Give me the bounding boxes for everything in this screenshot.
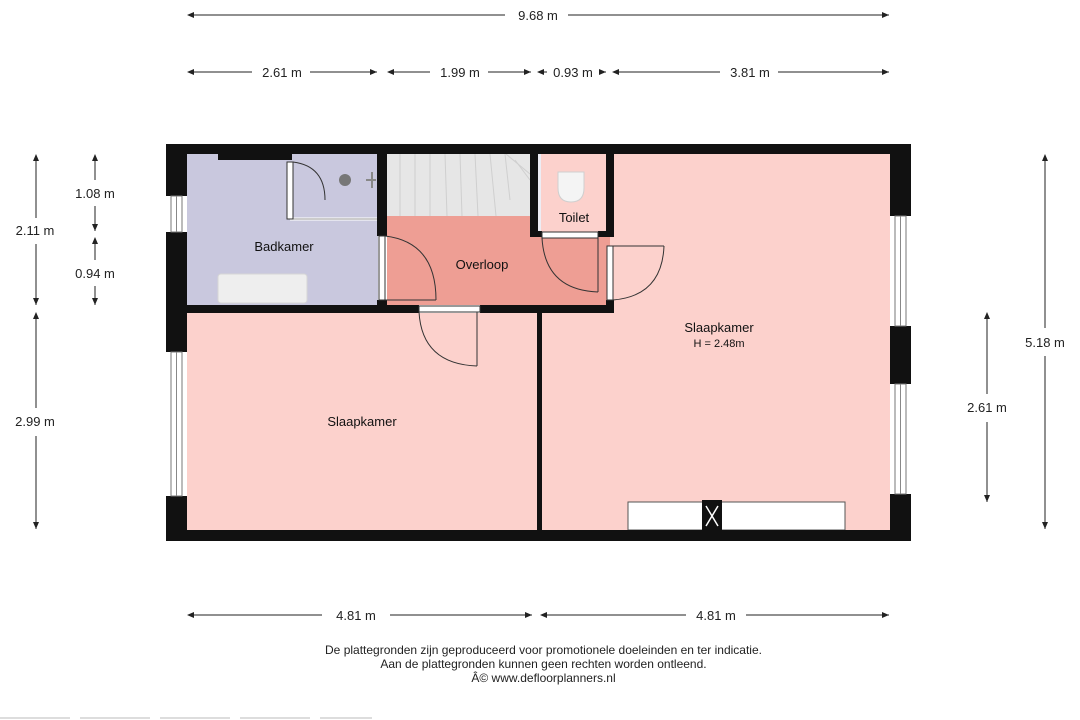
room-height-label: H = 2.48m	[693, 338, 745, 350]
room-label-overloop: Overloop	[455, 257, 509, 272]
toilet-bowl-icon	[558, 172, 584, 202]
room-label-slaapkamer-left: Slaapkamer	[327, 414, 397, 429]
sink-unit	[218, 274, 307, 303]
wardrobe	[628, 502, 845, 530]
dim-top-seg-3: 0.93 m	[553, 65, 593, 80]
dim-left-outer-2: 2.99 m	[15, 414, 55, 429]
room-label-toilet: Toilet	[558, 210, 590, 225]
dim-right-outer: 5.18 m	[1025, 335, 1065, 350]
dim-bottom-1: 4.81 m	[336, 608, 376, 623]
room-label-badkamer: Badkamer	[254, 239, 314, 254]
dim-top-seg-1: 2.61 m	[262, 65, 302, 80]
disclaimer-line-3: Â© www.defloorplanners.nl	[471, 671, 616, 685]
hallway-extension	[538, 236, 610, 305]
dim-top-seg-4: 3.81 m	[730, 65, 770, 80]
dim-top-total: 9.68 m	[518, 8, 558, 23]
disclaimer-line-2: Aan de plattegronden kunnen geen rechten worden ontleend.	[380, 657, 707, 671]
disclaimer	[0, 643, 1080, 685]
dim-left-outer-1: 2.11 m	[15, 223, 55, 238]
dim-bottom-2: 4.81 m	[696, 608, 736, 623]
dim-top-seg-2: 1.99 m	[440, 65, 480, 80]
dim-left-inner-1: 1.08 m	[75, 186, 115, 201]
shower-drain-icon	[339, 174, 351, 186]
disclaimer-line-1: De plattegronden zijn geproduceerd voor promotionele doeleinden en ter indicatie.	[325, 643, 762, 657]
dim-right-inner: 2.61 m	[967, 400, 1007, 415]
room-label-slaapkamer-right: Slaapkamer	[684, 320, 754, 335]
dim-left-inner-2: 0.94 m	[75, 266, 115, 281]
